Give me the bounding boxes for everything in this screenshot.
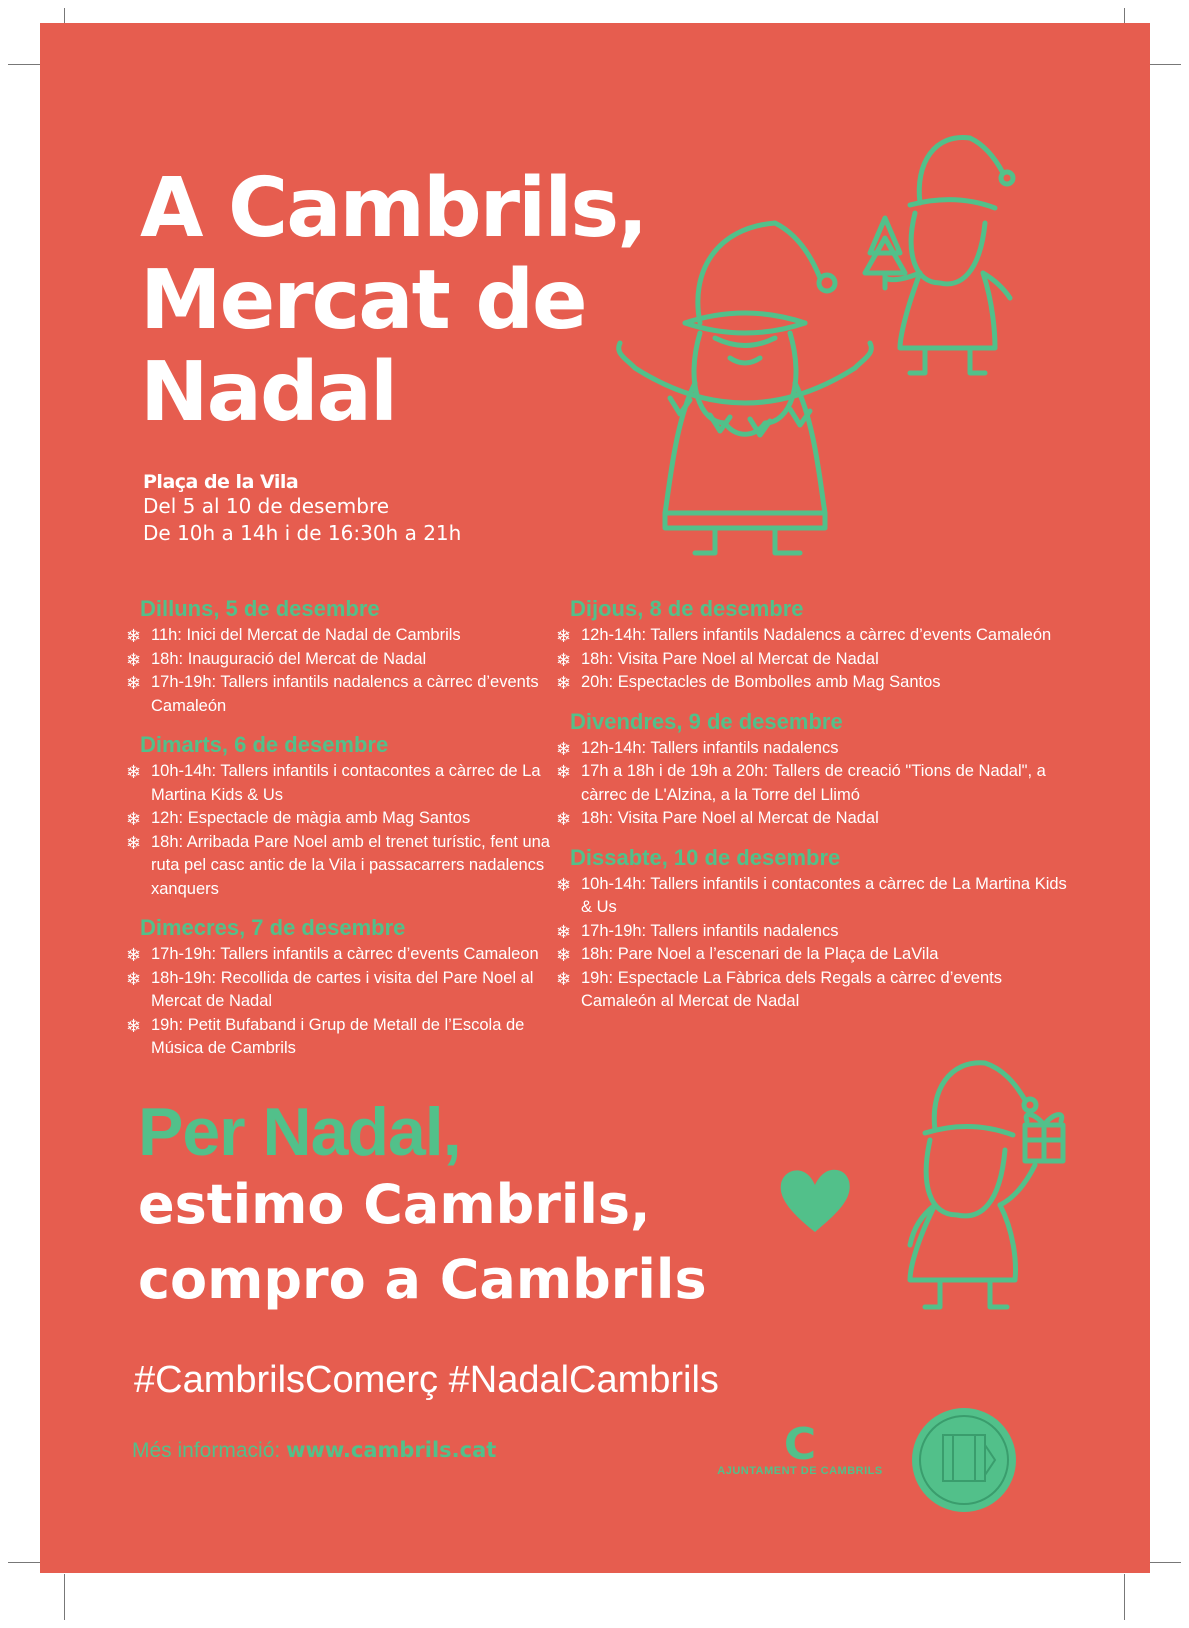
snowflake-icon: ❄ [556,874,572,895]
snowflake-icon: ❄ [556,921,572,942]
event-list [556,624,1076,695]
day-block [556,709,1076,831]
event-text: 17h-19h: Tallers infantils a càrrec d’events Camaleon [151,945,539,963]
snowflake-icon: ❄ [556,809,572,829]
event-item [126,967,566,1014]
title-line: A Cambrils, [140,161,647,256]
snowflake-icon: ❄ [126,626,142,646]
heart-icon [777,1166,853,1236]
snowflake-icon: ❄ [126,649,142,670]
event-text: 12h: Espectacle de màgia amb Mag Santos [151,809,471,827]
event-info [143,471,461,547]
day-title: Dijous, 8 de desembre [570,596,804,621]
event-list [126,760,566,901]
event-text: 17h a 18h i de 19h a 20h: Tallers de creació "Tions de Nadal", a càrrec de L'Alzina, a la Torre del Llimó [581,762,1046,804]
day-title: Dimecres, 7 de desembre [140,915,406,940]
event-text: 19h: Espectacle La Fàbrica dels Regals a càrrec d’events Camaleón al Mercat de Nadal [581,968,1002,1010]
snowflake-icon: ❄ [556,738,572,759]
event-item [556,920,1076,944]
snowflake-icon: ❄ [126,968,142,989]
snowflake-icon: ❄ [126,809,142,829]
event-text: 18h-19h: Recollida de cartes i visita del Pare Noel al Mercat de Nadal [151,968,534,1010]
event-dates: Del 5 al 10 de desembre [143,494,390,518]
day-title: Dimarts, 6 de desembre [140,732,389,757]
event-item [556,737,1076,761]
event-text: 18h: Visita Pare Noel al Mercat de Nadal [581,809,879,827]
ajuntament-logo [710,1419,890,1477]
event-text: 12h-14h: Tallers infantils Nadalencs a càrrec d’events Camaleón [581,626,1052,644]
website-link[interactable]: www.cambrils.cat [286,1438,497,1462]
event-text: 10h-14h: Tallers infantils i contacontes a càrrec de La Martina Kids & Us [151,762,541,804]
slogan-line: compro a Cambrils [138,1248,707,1311]
ajuntament-logo-icon: C [783,1419,817,1470]
crop-mark [64,1574,65,1620]
day-block [126,732,566,901]
event-text: 20h: Espectacles de Bombolles amb Mag Santos [581,673,941,691]
snowflake-icon: ❄ [556,626,572,646]
schedule-left-column [126,596,566,1075]
snowflake-icon: ❄ [126,762,142,782]
title-line: Mercat de [140,252,586,348]
event-item [126,624,566,648]
event-item [126,943,566,967]
event-text: 10h-14h: Tallers infantils i contacontes a càrrec de La Martina Kids & Us [581,874,1067,916]
day-block [556,845,1076,1014]
event-text: 19h: Petit Bufaband i Grup de Metall de l’Escola de Música de Cambrils [151,1015,525,1057]
hashtags: #CambrilsComerç #NadalCambrils [134,1359,719,1401]
event-text: 17h-19h: Tallers infantils nadalencs [581,921,839,940]
event-item [126,671,566,718]
event-text: 18h: Visita Pare Noel al Mercat de Nadal [581,649,879,668]
snowflake-icon: ❄ [126,945,142,965]
slogan-line: Per Nadal, [138,1094,461,1170]
event-item [556,967,1076,1014]
snowflake-icon: ❄ [126,832,142,853]
event-item [556,760,1076,807]
venue: Plaça de la Vila [143,471,299,493]
day-block [556,596,1076,695]
slogan-line: estimo Cambrils, [138,1173,651,1236]
event-item [556,873,1076,920]
snowflake-icon: ❄ [556,762,572,782]
event-item [556,648,1076,672]
schedule-right-column [556,596,1076,1028]
event-item [126,648,566,672]
event-item [556,943,1076,967]
snowflake-icon: ❄ [556,649,572,670]
crop-mark [1124,1574,1125,1620]
event-item [126,1014,566,1061]
event-item [556,807,1076,831]
event-list [126,943,566,1061]
day-title: Dissabte, 10 de desembre [570,844,841,870]
snowflake-icon: ❄ [126,1015,142,1036]
event-text: 18h: Arribada Pare Noel amb el trenet turístic, fent una ruta pel casc antic de la Vila i passacarrers nadalencs xanquers [151,832,550,898]
day-block [126,596,566,718]
day-block [126,915,566,1061]
commerce-seal-icon [909,1405,1019,1515]
santa-gift-illustration [885,1045,1085,1325]
snowflake-icon: ❄ [556,968,572,989]
day-title: Divendres, 9 de desembre [570,708,843,734]
event-text: 17h-19h: Tallers infantils nadalencs a càrrec d’events Camaleón [151,673,539,715]
snowflake-icon: ❄ [556,945,572,965]
ajuntament-name: AJUNTAMENT DE CAMBRILS [717,1465,883,1477]
page-title [140,163,646,438]
snowflake-icon: ❄ [556,673,572,693]
event-item [556,624,1076,648]
event-hours: De 10h a 14h i de 16:30h a 21h [143,521,462,545]
event-text: 18h: Inauguració del Mercat de Nadal [151,649,427,668]
event-list [556,873,1076,1014]
event-list [556,737,1076,831]
event-text: 12h-14h: Tallers infantils nadalencs [581,738,839,757]
event-list [126,624,566,718]
event-item [126,831,566,902]
title-line: Nadal [140,344,397,440]
poster [40,23,1150,1573]
event-text: 18h: Pare Noel a l’escenari de la Plaça de LaVila [581,945,939,963]
event-item [126,760,566,807]
event-text: 11h: Inici del Mercat de Nadal de Cambrils [151,626,461,644]
santa-tree-illustration [845,123,1025,393]
more-info-label: Més informació: [132,1439,281,1462]
event-item [126,807,566,831]
event-item [556,671,1076,695]
day-title: Dilluns, 5 de desembre [140,596,380,621]
santa-garland-illustration [605,183,875,563]
snowflake-icon: ❄ [126,673,142,693]
more-info [132,1438,496,1463]
